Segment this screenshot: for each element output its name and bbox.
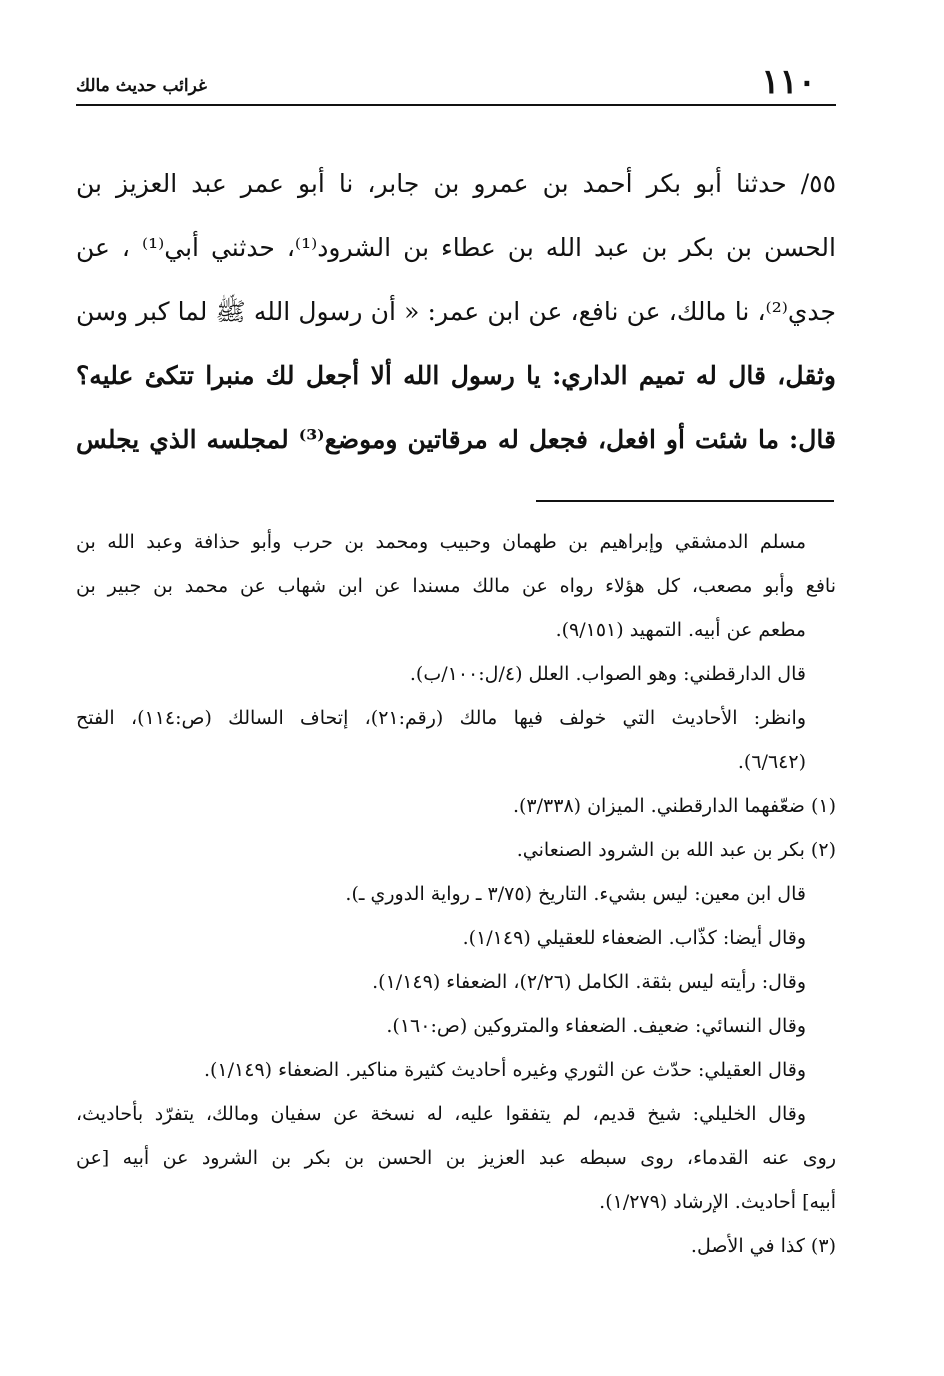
footnote-line: وقال النسائي: ضعيف. الضعفاء والمتروكين (ص:١٦٠). [386,1015,806,1037]
footnote-line: نافع وأبو مصعب، كل هؤلاء رواه عن مالك مسندا عن ابن شهاب عن محمد بن جبير بن [76,575,836,597]
footnote-line: (٦/٦٤٢). [737,751,806,773]
hadith-line: وثقل، قال له تميم الداري: يا رسول الله ألا أجعل لك منبرا تتكئ عليه؟ [76,361,836,390]
footnotes [76,520,836,1268]
footnote-line: قال ابن معين: ليس بشيء. التاريخ (٣/٧٥ ـ رواية الدوري ـ). [345,883,806,905]
footnote-line: مسلم الدمشقي وإبراهيم بن طهمان وحبيب ومحمد بن حرب وأبو حذافة وعبد الله بن [76,531,806,553]
hadith-text [76,152,836,472]
footnote-3: (٣) كذا في الأصل. [690,1235,836,1257]
hadith-line: قال: ما شئت أو افعل، فجعل له مرقاتين وموضع⁽³⁾ لمجلسه الذي يجلس [76,425,836,454]
page-header [76,60,836,106]
footnote-line: أبيه] أحاديث. الإرشاد (١/٢٧٩). [599,1191,836,1213]
page-number: ١١٠ [761,62,816,102]
footnote-line: مطعم عن أبيه. التمهيد (٩/١٥١). [555,619,806,641]
running-title: غرائب حديث مالك [76,76,207,96]
footnote-1: (١) ضعّفهما الدارقطني. الميزان (٣/٣٣٨). [512,795,836,817]
hadith-line: الحسن بن بكر بن عبد الله بن عطاء بن الشرود⁽¹⁾، حدثني أبي⁽¹⁾ ، عن [76,233,836,262]
footnote-divider [536,500,834,502]
footnote-line: وقال العقيلي: حدّث عن الثوري وغيره أحاديث كثيرة مناكير. الضعفاء (١/١٤٩). [203,1059,806,1081]
footnote-line: وانظر: الأحاديث التي خولف فيها مالك (رقم:٢١)، إتحاف السالك (ص:١١٤)، الفتح [76,707,806,729]
footnote-line: وقال أيضا: كذّاب. الضعفاء للعقيلي (١/١٤٩). [462,927,806,949]
footnote-2-title: (٢) بكر بن عبد الله بن الشرود الصنعاني. [516,839,836,861]
footnote-line: وقال الخليلي: شيخ قديم، لم يتفقوا عليه، له نسخة عن سفيان ومالك، يتفرّد بأحاديث، [76,1103,806,1125]
footnote-line: روى عنه القدماء، روى سبطه عبد العزيز بن الحسن بن بكر بن الشرود عن أبيه [عن [76,1147,836,1169]
hadith-line: ٥٥/ حدثنا أبو بكر أحمد بن عمرو بن جابر، نا أبو عمر عبد العزيز بن [76,169,836,198]
footnote-line: وقال: رأيته ليس بثقة. الكامل (٢/٢٦)، الضعفاء (١/١٤٩). [372,971,806,993]
footnote-line: قال الدارقطني: وهو الصواب. العلل (٤/ل:١٠٠/ب). [409,663,806,685]
hadith-line: جدي⁽²⁾، نا مالك، عن نافع، عن ابن عمر: « أن رسول الله ﷺ لما كبر وسن [76,297,836,326]
